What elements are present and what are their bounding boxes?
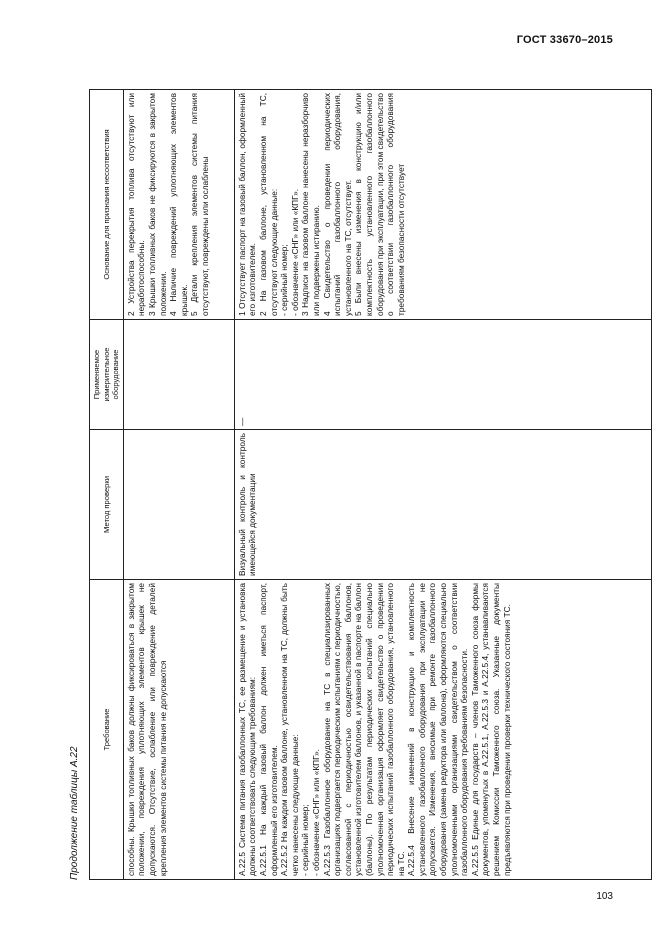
nonconformity-line: 2 Устройства перекрытия топлива отсутствуют или неработоспособны. (125, 92, 147, 316)
nonconformity-line: 5 Были внесены изменения в конструкцию и/или комплектность установленного газобаллонного оборудования при эксплуатации, при этом свидетельство о соответствии газобаллонного оборудования требованиям безопасности отсутствует (353, 92, 406, 316)
nonconformity-line: 4 Наличие повреждений уплотняющих элементов крышек. (168, 92, 189, 316)
page-number: 103 (596, 891, 613, 902)
requirement-line: А.22.5.5 Единые для государств – членов Таможенного союза формы документов, упомянутых в А.22.5.1, А.22.5.3 и А.22.5.4, устанавливаются решением Комиссии Таможенного союза. Указанные документы предъявляются при проведении проверки технического состояния ТС. (469, 582, 512, 876)
document-standard-number: ГОСТ 33670–2015 (516, 34, 613, 46)
table-header-row (90, 89, 124, 879)
table-row (234, 89, 651, 879)
nonconformity-line: 3 Крышки топливных баков не фиксируются в закрытом положении. (146, 92, 168, 316)
requirement-line: - обозначение «СНГ» или «КПГ». (310, 749, 321, 876)
requirement-line: А.22.5 Система питания газобаллонных ТС, ее размещение и установка должны соответствовать следующим требованиям: (236, 582, 258, 876)
cell-nonconformity (234, 89, 651, 319)
nonconformity-line: - обозначение «СНГ» или «КПГ». (289, 188, 300, 316)
requirement-line: А.22.5.3 Газобаллонное оборудование на ТС в специализированных организациях подвергается периодическим испытаниям с периодичностью, согласованной с периодичностью освидетельствования баллонов, установленной изготовителем баллонов, и указанной в паспорте на баллон (баллоны). По результатам периодических испытаний специально уполномоченная организация оформляет свидетельство о проведении периодических испытаний газобаллонного оборудования, установленного на ТС. (321, 582, 406, 876)
nonconformity-line: 3 Надписи на газовом баллоне нанесены неразборчиво или подвержены истиранию. (300, 92, 321, 316)
cell-method (123, 429, 234, 579)
nonconformity-line: 2 На газовом баллоне, установленном на ТС, отсутствуют следующие данные: (257, 92, 279, 316)
requirement-line: - серийный номер; (300, 804, 311, 876)
cell-requirement (234, 579, 651, 879)
nonconformity-line: - серийный номер; (279, 244, 290, 316)
header-equipment: Применяемое измерительное оборудование (90, 319, 124, 429)
cell-nonconformity (123, 89, 234, 319)
header-method: Метод проверки (90, 429, 124, 579)
nonconformity-line: 5 Детали крепления элементов системы питания отсутствуют, повреждены или ослаблены (189, 92, 210, 316)
requirement-line: А.22.5.2 На каждом газовом баллоне, установленном на ТС, должны быть четко нанесены следующие данные: (279, 582, 300, 876)
header-nonconformity: Основание для признания несоответствия (90, 89, 124, 319)
nonconformity-line: 4 Свидетельство о проведении периодических испытаний газобаллонного оборудования, установленного на ТС, отсутствует. (321, 92, 353, 316)
nonconformity-line: 1 Отсутствует паспорт на газовый баллон, оформленный его изготовителем. (236, 92, 258, 316)
requirement-line: А.22.5.4 Внесение изменений в конструкцию и комплектность установленного газобаллонного оборудования при эксплуатации не допускается. Изменения, вносимые при ремонте газобаллонного оборудования (замена редуктора или баллона), оформляются специально уполномоченными организациями свидетельством о соответствии газобаллонного оборудования требованиям безопасности. (406, 582, 470, 876)
cell-requirement: способны. Крышки топливных баков должны фиксироваться в закрытом положении, повреждения уплотняющих элементов крышек не допускаются. Отсутствие, ослабление или повреждение деталей крепления элементов системы питания не допускаются (123, 579, 234, 879)
requirements-table (89, 89, 652, 880)
header-requirement: Требование (90, 579, 124, 879)
requirement-line: А.22.5.1 На каждый газовый баллон должен иметься паспорт, оформленный его изготовителем. (257, 582, 279, 876)
cell-method: Визуальный контроль и контроль имеющейся документации (234, 429, 651, 579)
cell-equipment (123, 319, 234, 429)
table-row (123, 89, 234, 879)
cell-equipment: — (234, 319, 651, 429)
rotated-table-region (65, 90, 631, 880)
table-caption: Продолжение таблицы А.22 (69, 746, 80, 880)
